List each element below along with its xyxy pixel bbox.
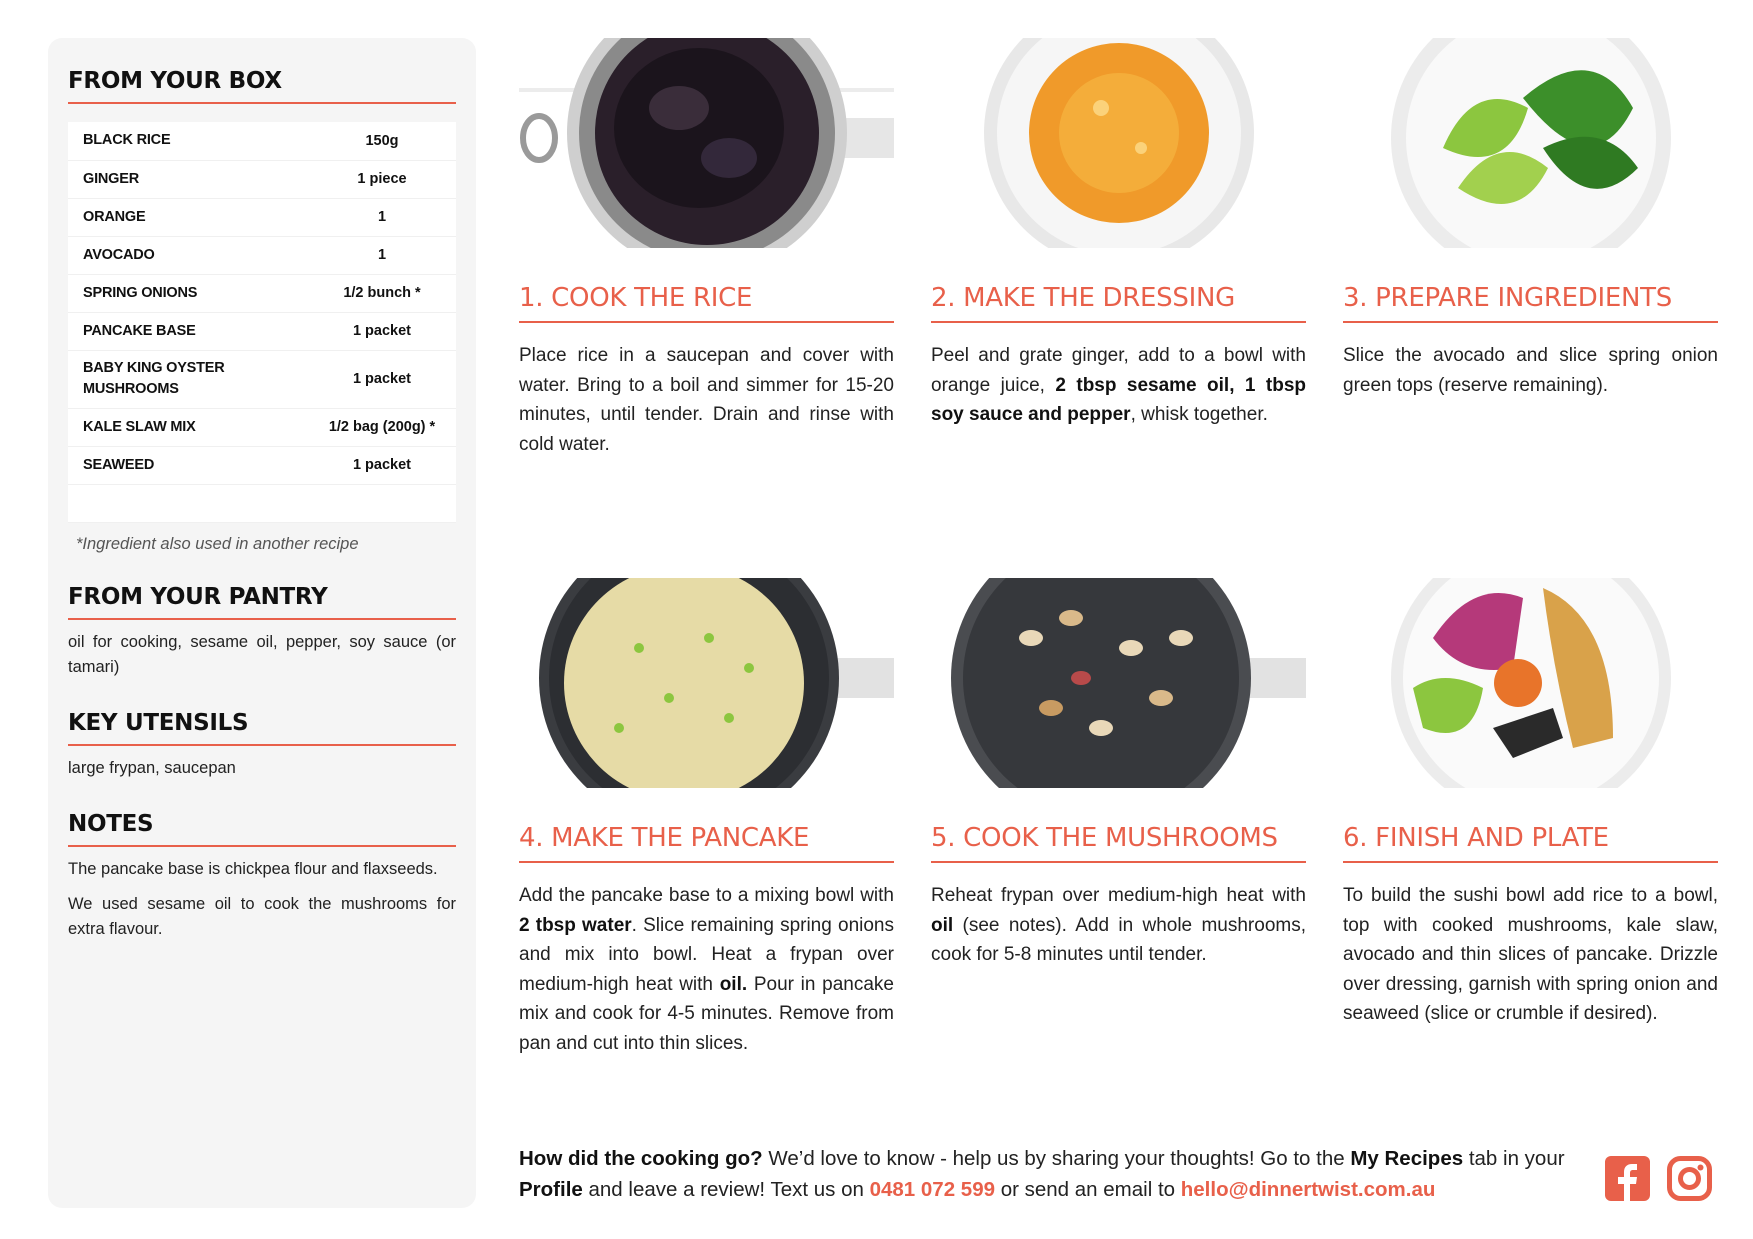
step-5-text	[931, 881, 1306, 970]
email-link[interactable]: hello@dinnertwist.com.au	[1180, 1178, 1436, 1201]
step-text-part: To build the sushi bowl add rice to a bowl, top with cooked mushrooms, kale slaw, avocado and thin slices of pancake. Drizzle over dressing, garnish with spring onion and seaweed (slice or crumble if desired).	[1343, 885, 1718, 1024]
step-6	[1343, 578, 1718, 1029]
table-padding-row	[68, 484, 456, 522]
mushrooms-photo	[931, 578, 1306, 788]
ingredient-qty: 1/2 bag (200g) *	[328, 419, 436, 435]
step-4	[519, 578, 894, 1058]
instagram-icon[interactable]	[1667, 1156, 1712, 1201]
facebook-icon[interactable]	[1605, 1156, 1650, 1201]
step-5-title: 5. COOK THE MUSHROOMS	[931, 823, 1306, 863]
step-text-part: oil	[931, 914, 954, 936]
step-text-part: Add the pancake base to a mixing bowl with	[519, 885, 894, 906]
step-4-text	[519, 881, 894, 1058]
feedback-footer	[519, 1143, 1579, 1205]
step-2-title: 2. MAKE THE DRESSING	[931, 283, 1306, 323]
utensils-heading: KEY UTENSILS	[68, 710, 456, 746]
ingredient-row	[68, 160, 456, 198]
ingredient-name: SPRING ONIONS	[83, 284, 198, 301]
ingredient-qty: 1 packet	[352, 323, 412, 339]
step-1-title: 1. COOK THE RICE	[519, 283, 894, 323]
ingredient-row	[68, 312, 456, 350]
step-5	[931, 578, 1306, 970]
phone-number: 0481 072 599	[869, 1178, 995, 1201]
step-text-part: Pour in pancake mix and cook for 4-5 minutes. Remove from pan and cut into thin slices.	[519, 973, 894, 1054]
step-2-text	[931, 341, 1306, 430]
dressing-photo	[931, 38, 1306, 248]
ingredient-qty: 1	[377, 247, 387, 263]
ingredient-name: GINGER	[83, 170, 139, 187]
ingredient-row	[68, 122, 456, 160]
ingredient-name: KALE SLAW MIX	[83, 418, 196, 435]
step-text-part: Slice the avocado and slice spring onion green tops (reserve remaining).	[1343, 345, 1718, 396]
ingredient-name: SEAWEED	[83, 456, 155, 473]
from-box-heading: FROM YOUR BOX	[68, 68, 456, 104]
utensils-text: large frypan, saucepan	[68, 758, 236, 777]
ingredient-qty: 1 packet	[352, 371, 412, 387]
step-6-title: 6. FINISH AND PLATE	[1343, 823, 1718, 863]
step-text-part: Reheat frypan over medium-high heat with	[931, 885, 1306, 906]
step-3-title: 3. PREPARE INGREDIENTS	[1343, 283, 1718, 323]
step-text-part: 2 tbsp water	[519, 914, 632, 936]
ingredient-qty: 1 packet	[352, 457, 412, 473]
step-1	[519, 38, 894, 459]
ingredient-name: BLACK RICE	[83, 132, 171, 149]
ingredient-qty: 1 piece	[357, 171, 407, 187]
ingredient-name: AVOCADO	[83, 246, 155, 263]
notes-section	[68, 811, 456, 942]
ingredients-sidebar	[48, 38, 476, 1208]
step-text-part: (see notes). Add in whole mushrooms, cook for 5-8 minutes until tender.	[931, 914, 1306, 965]
rice-photo	[519, 38, 894, 248]
footer-text-4: or send an email to	[995, 1178, 1181, 1201]
ingredient-name: ORANGE	[83, 208, 146, 225]
step-text-part: oil.	[719, 973, 748, 995]
ingredient-row	[68, 350, 456, 408]
footer-question: How did the cooking go?	[519, 1147, 763, 1170]
step-2	[931, 38, 1306, 430]
ingredient-row	[68, 236, 456, 274]
step-3	[1343, 38, 1718, 400]
asterisk-note: *Ingredient also used in another recipe	[76, 534, 359, 553]
note-2: We used sesame oil to cook the mushrooms for extra flavour.	[68, 894, 456, 938]
footer-text-1: We’d love to know - help us by sharing your thoughts! Go to the	[762, 1147, 1351, 1170]
utensils-section	[68, 710, 456, 781]
step-1-text	[519, 341, 894, 459]
avocado-photo	[1343, 38, 1718, 248]
ingredient-qty: 1/2 bunch *	[343, 285, 421, 301]
ingredient-row	[68, 274, 456, 312]
ingredient-qty: 150g	[365, 132, 399, 149]
pantry-heading: FROM YOUR PANTRY	[68, 584, 456, 620]
ingredient-name: PANCAKE BASE	[83, 322, 196, 339]
pantry-text: oil for cooking, sesame oil, pepper, soy sauce (or tamari)	[68, 632, 456, 676]
ingredient-row	[68, 446, 456, 484]
plated-bowl-photo	[1343, 578, 1718, 788]
ingredient-qty: 1	[377, 209, 387, 225]
step-text-part: Place rice in a saucepan and cover with water. Bring to a boil and simmer for 15-20 minutes, until tender. Drain and rinse with cold water.	[519, 345, 894, 455]
my-recipes-label: My Recipes	[1350, 1147, 1464, 1170]
pancake-photo	[519, 578, 894, 788]
ingredients-table	[68, 122, 456, 523]
footer-text-2: tab in your	[1463, 1147, 1565, 1170]
ingredient-row	[68, 408, 456, 446]
note-1: The pancake base is chickpea flour and flaxseeds.	[68, 859, 438, 878]
step-text-part: 2 tbsp sesame oil, 1 tbsp soy sauce and pepper	[931, 374, 1306, 425]
step-text-part: . Slice remaining spring onions and mix into bowl. Heat a frypan over medium-high heat with	[519, 914, 894, 995]
step-6-text	[1343, 881, 1718, 1029]
step-3-text	[1343, 341, 1718, 400]
step-text-part: , whisk together.	[1130, 404, 1268, 425]
step-text-part: Peel and grate ginger, add to a bowl with orange juice,	[931, 345, 1306, 396]
profile-label: Profile	[519, 1178, 583, 1201]
notes-heading: NOTES	[68, 811, 456, 847]
pantry-section	[68, 584, 456, 680]
footer-text-3: and leave a review! Text us on	[582, 1178, 870, 1201]
step-4-title: 4. MAKE THE PANCAKE	[519, 823, 894, 863]
ingredient-row	[68, 198, 456, 236]
ingredient-name: BABY KING OYSTER MUSHROOMS	[83, 360, 225, 397]
